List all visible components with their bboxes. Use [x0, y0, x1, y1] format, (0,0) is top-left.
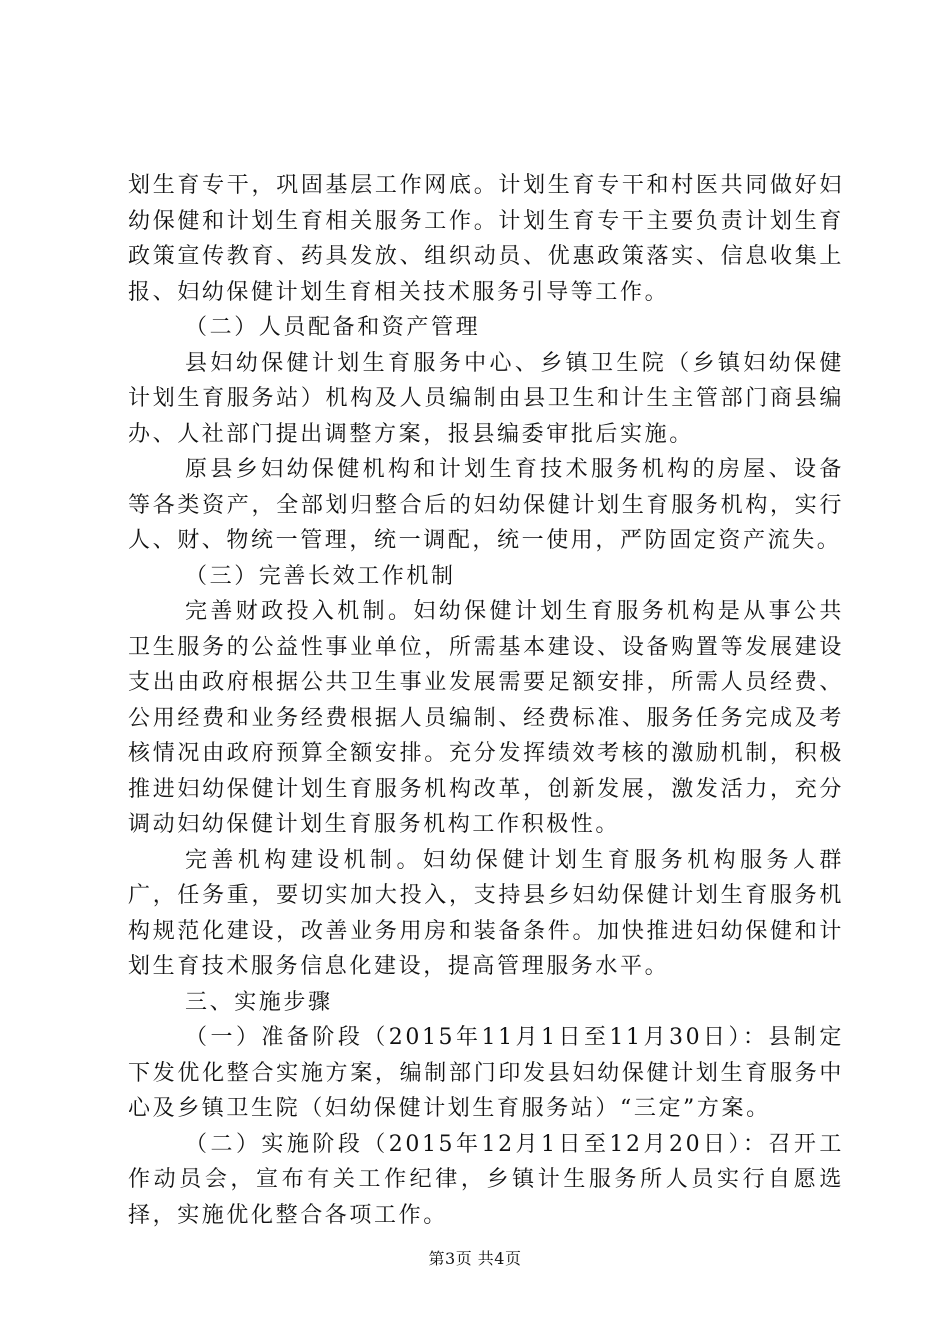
document-body: [128, 168, 844, 1233]
paragraph-finance-mechanism: 完善财政投入机制。妇幼保健计划生育服务机构是从事公共卫生服务的公益性事业单位，所需基本建设、设备购置等发展建设支出由政府根据公共卫生事业发展需要足额安排，所需人员经费、公用经费和业务经费根据人员编制、经费标准、服务任务完成及考核情况由政府预算全额安排。充分发挥绩效考核的激励机制，积极推进妇幼保健计划生育服务机构改革，创新发展，激发活力，充分调动妇幼保健计划生育服务机构工作积极性。: [128, 599, 844, 837]
paragraph-preparation-stage: （一）准备阶段（2015年11月1日至11月30日）：县制定下发优化整合实施方案，编制部门印发县妇幼保健计划生育服务中心及乡镇卫生院（妇幼保健计划生育服务站）“三定”方案。: [128, 1025, 844, 1121]
section-heading-implementation-steps: 三、实施步骤: [185, 989, 333, 1015]
paragraph-staffing: 县妇幼保健计划生育服务中心、乡镇卫生院（乡镇妇幼保健计划生育服务站）机构及人员编制由县卫生和计生主管部门商县编办、人社部门提出调整方案，报县编委审批后实施。: [128, 350, 844, 447]
section-heading-long-term-mechanism: （三）完善长效工作机制: [185, 563, 456, 589]
paragraph-institution-mechanism: 完善机构建设机制。妇幼保健计划生育服务机构服务人群广，任务重，要切实加大投入，支持县乡妇幼保健计划生育服务机构规范化建设，改善业务用房和装备条件。加快推进妇幼保健和计划生育技术服务信息化建设，提高管理服务水平。: [128, 847, 844, 979]
paragraph-assets: 原县乡妇幼保健机构和计划生育技术服务机构的房屋、设备等各类资产，全部划归整合后的妇幼保健计划生育服务机构，实行人、财、物统一管理，统一调配，统一使用，严防固定资产流失。: [128, 457, 844, 553]
paragraph-continuation: 划生育专干，巩固基层工作网底。计划生育专干和村医共同做好妇幼保健和计划生育相关服务工作。计划生育专干主要负责计划生育政策宣传教育、药具发放、组织动员、优惠政策落实、信息收集上报、妇幼保健计划生育相关技术服务引导等工作。: [128, 173, 844, 305]
page-number-footer: 第3页 共4页: [428, 1249, 522, 1268]
paragraph-implementation-stage: （二）实施阶段（2015年12月1日至12月20日）：召开工作动员会，宣布有关工作纪律，乡镇计生服务所人员实行自愿选择，实施优化整合各项工作。: [128, 1131, 844, 1228]
section-heading-personnel-assets: （二）人员配备和资产管理: [185, 315, 481, 340]
